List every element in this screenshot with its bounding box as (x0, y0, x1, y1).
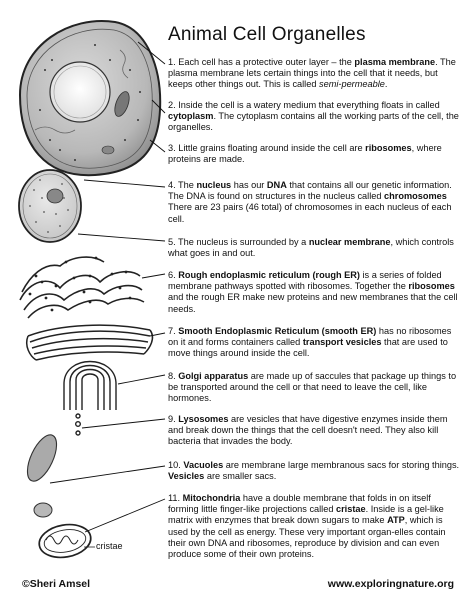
vacuole-illustration (21, 431, 62, 517)
item-7-text (168, 326, 464, 360)
item-11-text (168, 493, 464, 560)
key-term: chromosomes (384, 191, 447, 202)
item-4-text (168, 180, 464, 225)
smooth-er-illustration (27, 325, 153, 360)
item-text-fragment: , where proteins are made. (168, 143, 442, 165)
key-term: ATP (387, 515, 405, 526)
item-text-fragment: , which controls what goes in and out. (168, 237, 454, 259)
item-number: 9. (168, 414, 176, 424)
cristae-label: cristae (96, 541, 123, 551)
item-number: 4. (168, 180, 176, 190)
item-number: 8. (168, 371, 176, 381)
item-number: 5. (168, 237, 176, 247)
key-term: Mitochondria (182, 493, 241, 503)
item-number: 1. (168, 57, 176, 67)
key-term: cytoplasm (168, 111, 214, 122)
item-text-fragment: , which is used by the cell as energy. These very important organ-elles contain their own DNA and ribosomes, reproduce by division and can even produce some of their own proteins. (168, 515, 446, 560)
emphasized-term: semi-permeable (319, 79, 385, 90)
key-term: plasma membrane (354, 57, 436, 67)
key-term: nuclear membrane (308, 237, 391, 247)
item-number: 7. (168, 326, 176, 336)
key-term: Rough endoplasmic reticulum (rough ER) (178, 270, 360, 280)
item-text-fragment: are smaller sacs. (204, 471, 277, 482)
item-text-fragment: . (384, 79, 388, 90)
item-8-text (168, 371, 464, 405)
item-text-fragment: that are used to move things around inside the cell. (168, 337, 448, 359)
item-number: 10. (168, 460, 181, 470)
item-2-text (168, 100, 464, 134)
key-term: transport vesicles (302, 337, 382, 348)
key-term: Smooth Endoplasmic Reticulum (smooth ER) (178, 326, 377, 336)
item-text-fragment: Little grains floating around inside the cell are (175, 143, 366, 153)
item-text-fragment: Inside the cell is a watery medium that everything floats in called (175, 100, 440, 110)
item-text-fragment: . Inside is a gel-like matrix with enzymes that break down sugars to make (168, 504, 444, 526)
golgi-apparatus-illustration (64, 362, 116, 436)
key-term: ribosomes (365, 143, 412, 153)
item-text-fragment: Each cell has a protective outer layer – the (175, 57, 355, 67)
item-text-fragment: has no ribosomes on it and forms containers called (168, 326, 452, 348)
item-text-fragment: is a series of folded membrane pathways spotted with ribosomes. Together the (168, 270, 442, 292)
item-text-fragment: . The cytoplasm contains all the working parts of the cell, the organelles. (168, 111, 459, 133)
item-text-fragment: . The plasma membrane lets certain things into the cell that it needs, but keeps other things out. This is called (168, 57, 456, 90)
item-text-fragment: are membrane large membranous sacs for storing things. (223, 460, 460, 470)
item-number: 3. (168, 143, 176, 153)
author-credit: ©Sheri Amsel (22, 578, 91, 590)
item-text-fragment: The (175, 180, 197, 190)
animal-cell-illustration (20, 21, 160, 175)
item-1-text (168, 57, 464, 91)
item-number: 11. (168, 493, 181, 503)
key-term: Lysosomes (178, 414, 229, 424)
website-link[interactable]: www.exploringnature.org (327, 578, 454, 590)
key-term: cristae (336, 504, 366, 515)
item-text-fragment: The nucleus is surrounded by a (175, 237, 309, 247)
page-title: Animal Cell Organelles (168, 24, 366, 45)
key-term: DNA (266, 180, 287, 190)
item-5-text (168, 237, 464, 259)
item-text-fragment: are vesicles that have digestive enzymes inside them and break down the things that the cell doesn't need. They also kill bacteria that invades the body. (168, 414, 448, 447)
item-text-fragment: There are 23 pairs (46 total) of chromosomes in each nucleus of each cell. (168, 202, 452, 224)
rough-er-illustration (20, 257, 144, 318)
item-text-fragment: that contains all our genetic information. The DNA is found on structures in the nucleus called (168, 180, 452, 202)
nucleus-illustration (19, 170, 81, 242)
key-term: nucleus (196, 180, 232, 190)
item-6-text (168, 270, 464, 315)
key-term: Golgi apparatus (178, 371, 249, 381)
item-text-fragment: and the rough ER make new proteins and new membranes that the cell needs. (168, 292, 458, 314)
item-text-fragment: has our (231, 180, 267, 190)
item-number: 6. (168, 270, 176, 280)
item-number: 2. (168, 100, 176, 110)
mitochondrion-illustration (37, 521, 95, 562)
key-term: Vesicles (168, 471, 205, 482)
key-term: Vacuoles (183, 460, 224, 470)
item-10-text (168, 460, 464, 482)
item-text-fragment: are made up of saccules that package up things to be transported around the cell or that need to leave the cell, like hormones. (168, 371, 457, 404)
item-3-text (168, 143, 464, 165)
item-text-fragment: have a double membrane that folds in on itself forming little finger-like projections called (168, 493, 431, 515)
item-9-text (168, 414, 464, 448)
key-term: ribosomes (408, 281, 455, 292)
